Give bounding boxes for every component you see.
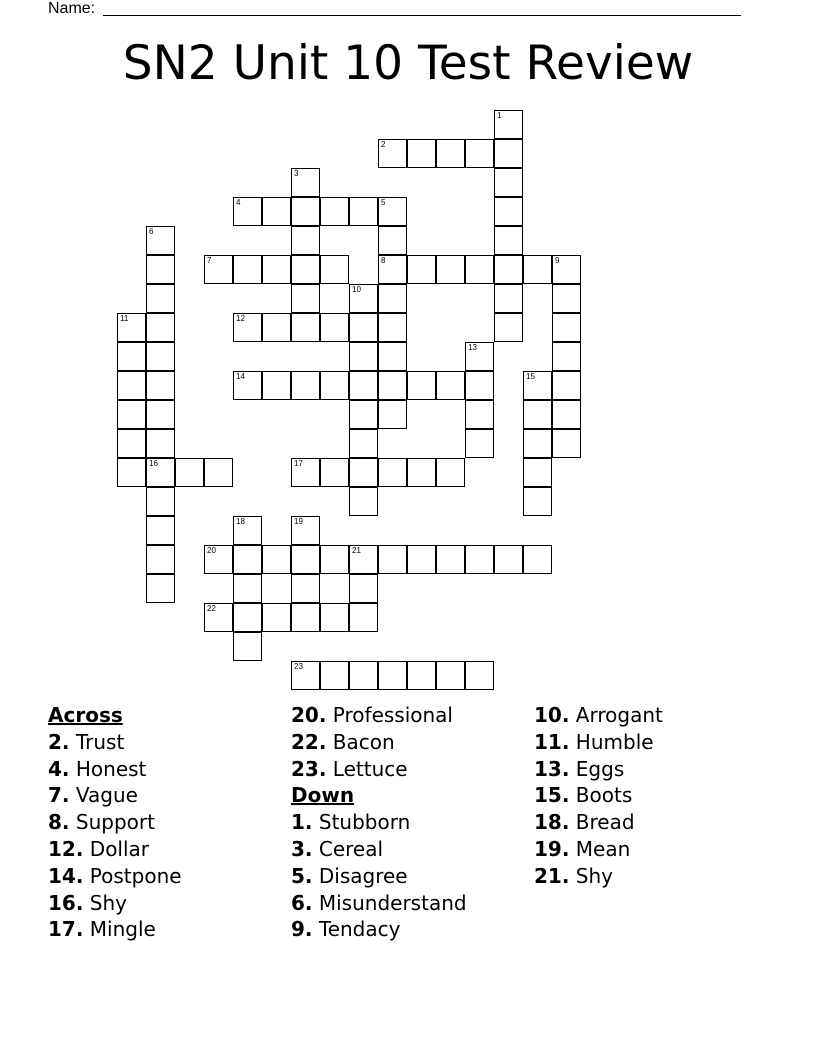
- crossword-cell[interactable]: [117, 342, 146, 371]
- clue-number-label: 19.: [534, 836, 570, 861]
- clue-number: 3: [294, 169, 299, 178]
- clue-text: Cereal: [312, 836, 384, 861]
- crossword-cell[interactable]: [494, 313, 523, 342]
- crossword-cell[interactable]: [436, 545, 465, 574]
- crossword-cell[interactable]: [552, 255, 581, 284]
- crossword-cell[interactable]: [117, 458, 146, 487]
- crossword-cell[interactable]: [233, 313, 262, 342]
- clue-item: [534, 836, 663, 863]
- clue-number: 4: [236, 198, 241, 207]
- clue-text: Honest: [69, 756, 147, 781]
- clue-item: [534, 782, 663, 809]
- clue-item: [48, 756, 182, 783]
- crossword-cell[interactable]: [349, 661, 378, 690]
- crossword-cell[interactable]: [204, 458, 233, 487]
- crossword-cell[interactable]: [146, 516, 175, 545]
- clue-number-label: 16.: [48, 890, 84, 915]
- crossword-cell[interactable]: [378, 545, 407, 574]
- clue-item: [534, 809, 663, 836]
- clue-item: [48, 809, 182, 836]
- clue-text: Mingle: [83, 917, 156, 942]
- clue-text: Bacon: [326, 729, 395, 754]
- crossword-cell[interactable]: [436, 139, 465, 168]
- clue-number: 7: [207, 256, 212, 265]
- crossword-cell[interactable]: [349, 458, 378, 487]
- crossword-cell[interactable]: [117, 371, 146, 400]
- clue-number: 19: [294, 517, 303, 526]
- crossword-cell[interactable]: [523, 400, 552, 429]
- crossword-cell[interactable]: [349, 284, 378, 313]
- clue-item: [291, 756, 467, 783]
- crossword-cell[interactable]: [320, 371, 349, 400]
- clue-text: Lettuce: [326, 756, 408, 781]
- crossword-cell[interactable]: [233, 632, 262, 661]
- crossword-cell[interactable]: [291, 574, 320, 603]
- crossword-cell[interactable]: [117, 313, 146, 342]
- crossword-cell[interactable]: [494, 545, 523, 574]
- crossword-cell[interactable]: [291, 226, 320, 255]
- crossword-cell[interactable]: [233, 516, 262, 545]
- crossword-cell[interactable]: [407, 458, 436, 487]
- crossword-cell[interactable]: [320, 458, 349, 487]
- clue-number-label: 23.: [291, 756, 327, 781]
- clue-item: [48, 916, 182, 943]
- crossword-cell[interactable]: [523, 458, 552, 487]
- down-heading: Down: [291, 783, 355, 808]
- clue-item: [48, 729, 182, 756]
- crossword-cell[interactable]: [378, 400, 407, 429]
- crossword-cell[interactable]: [349, 603, 378, 632]
- crossword-cell[interactable]: [523, 545, 552, 574]
- clue-number-label: 18.: [534, 810, 570, 835]
- crossword-cell[interactable]: [349, 313, 378, 342]
- crossword-cell[interactable]: [494, 197, 523, 226]
- crossword-cell[interactable]: [378, 255, 407, 284]
- clue-number-label: 2.: [48, 729, 70, 754]
- crossword-cell[interactable]: [494, 168, 523, 197]
- clue-number: 17: [294, 459, 303, 468]
- crossword-cell[interactable]: [436, 661, 465, 690]
- crossword-cell[interactable]: [378, 139, 407, 168]
- crossword-cell[interactable]: [494, 284, 523, 313]
- clues-column-2: [291, 702, 467, 943]
- clue-item: [291, 729, 467, 756]
- crossword-cell[interactable]: [378, 458, 407, 487]
- crossword-cell[interactable]: [552, 284, 581, 313]
- crossword-cell[interactable]: [117, 429, 146, 458]
- crossword-cell[interactable]: [349, 574, 378, 603]
- clue-item: [534, 729, 663, 756]
- crossword-cell[interactable]: [146, 255, 175, 284]
- crossword-cell[interactable]: [436, 458, 465, 487]
- crossword-cell[interactable]: [349, 197, 378, 226]
- crossword-cell[interactable]: [552, 400, 581, 429]
- crossword-cell[interactable]: [291, 168, 320, 197]
- crossword-cell[interactable]: [465, 545, 494, 574]
- crossword-cell[interactable]: [465, 139, 494, 168]
- clue-number-label: 21.: [534, 863, 570, 888]
- clue-item: [48, 863, 182, 890]
- clue-text: Tendacy: [312, 917, 401, 942]
- clue-text: Dollar: [83, 836, 150, 861]
- crossword-cell[interactable]: [349, 545, 378, 574]
- crossword-cell[interactable]: [523, 255, 552, 284]
- crossword-cell[interactable]: [146, 342, 175, 371]
- clue-text: Professional: [326, 703, 453, 727]
- crossword-cell[interactable]: [494, 110, 523, 139]
- clue-number: 8: [381, 256, 386, 265]
- clue-number-label: 3.: [291, 836, 313, 861]
- clue-text: Shy: [569, 863, 614, 888]
- clue-item: [291, 863, 467, 890]
- crossword-cell[interactable]: [349, 487, 378, 516]
- crossword-cell[interactable]: [349, 400, 378, 429]
- crossword-cell[interactable]: [320, 545, 349, 574]
- crossword-cell[interactable]: [378, 371, 407, 400]
- crossword-cell[interactable]: [465, 429, 494, 458]
- clue-number: 2: [381, 140, 386, 149]
- crossword-cell[interactable]: [146, 284, 175, 313]
- clue-number: 10: [352, 285, 361, 294]
- clue-number-label: 11.: [534, 729, 570, 754]
- clue-text: Humble: [569, 729, 654, 754]
- crossword-cell[interactable]: [262, 545, 291, 574]
- clue-number: 12: [236, 314, 245, 323]
- clues-column-1: [48, 702, 182, 943]
- clue-text: Eggs: [569, 756, 625, 781]
- across-heading: Across: [48, 703, 123, 727]
- clue-text: Postpone: [83, 863, 182, 888]
- crossword-cell[interactable]: [407, 139, 436, 168]
- crossword-cell[interactable]: [262, 603, 291, 632]
- crossword-cell[interactable]: [465, 342, 494, 371]
- crossword-cell[interactable]: [436, 255, 465, 284]
- clue-item: [48, 890, 182, 917]
- crossword-cell[interactable]: [291, 661, 320, 690]
- clue-item: [48, 782, 182, 809]
- clue-number: 20: [207, 546, 216, 555]
- crossword-cell[interactable]: [291, 255, 320, 284]
- crossword-cell[interactable]: [465, 400, 494, 429]
- crossword-cell[interactable]: [146, 574, 175, 603]
- crossword-cell[interactable]: [494, 226, 523, 255]
- clue-text: Arrogant: [569, 703, 663, 727]
- crossword-cell[interactable]: [262, 255, 291, 284]
- crossword-cell[interactable]: [436, 371, 465, 400]
- clue-number-label: 8.: [48, 810, 70, 835]
- clue-number: 23: [294, 662, 303, 671]
- clue-number-label: 12.: [48, 836, 84, 861]
- clue-item: [291, 836, 467, 863]
- crossword-cell[interactable]: [233, 574, 262, 603]
- clue-text: Misunderstand: [312, 890, 467, 915]
- clue-number: 21: [352, 546, 361, 555]
- crossword-cell[interactable]: [291, 284, 320, 313]
- crossword-cell[interactable]: [407, 661, 436, 690]
- crossword-cell[interactable]: [146, 429, 175, 458]
- clue-text: Stubborn: [312, 810, 411, 835]
- clue-item: [534, 756, 663, 783]
- crossword-cell[interactable]: [146, 487, 175, 516]
- crossword-cell[interactable]: [204, 603, 233, 632]
- clue-item: [534, 702, 663, 729]
- crossword-cell[interactable]: [146, 458, 175, 487]
- crossword-cell[interactable]: [291, 545, 320, 574]
- crossword-cell[interactable]: [552, 371, 581, 400]
- crossword-cell[interactable]: [291, 458, 320, 487]
- clue-item: [291, 890, 467, 917]
- crossword-cell[interactable]: [146, 371, 175, 400]
- clue-item: [291, 809, 467, 836]
- crossword-cell[interactable]: [494, 139, 523, 168]
- clue-number: 9: [555, 256, 560, 265]
- crossword-cell[interactable]: [291, 516, 320, 545]
- clue-number-label: 5.: [291, 863, 313, 888]
- crossword-cell[interactable]: [320, 661, 349, 690]
- crossword-cell[interactable]: [262, 371, 291, 400]
- crossword-cell[interactable]: [407, 545, 436, 574]
- crossword-cell[interactable]: [523, 371, 552, 400]
- clue-number: 14: [236, 372, 245, 381]
- crossword-cell[interactable]: [378, 226, 407, 255]
- clue-text: Shy: [83, 890, 128, 915]
- crossword-cell[interactable]: [262, 313, 291, 342]
- clue-item: [534, 863, 663, 890]
- crossword-cell[interactable]: [320, 603, 349, 632]
- clue-number: 6: [149, 227, 154, 236]
- clue-number: 15: [526, 372, 535, 381]
- clue-item: [48, 836, 182, 863]
- page-title: SN2 Unit 10 Test Review: [122, 36, 694, 91]
- crossword-cell[interactable]: [146, 226, 175, 255]
- crossword-cell[interactable]: [378, 342, 407, 371]
- clue-number-label: 1.: [291, 810, 313, 835]
- crossword-cell[interactable]: [262, 197, 291, 226]
- crossword-cell[interactable]: [204, 255, 233, 284]
- crossword-cell[interactable]: [175, 458, 204, 487]
- clue-text: Support: [69, 810, 155, 835]
- clue-number-label: 10.: [534, 703, 570, 727]
- clue-text: Mean: [569, 836, 631, 861]
- crossword-cell[interactable]: [204, 545, 233, 574]
- crossword-cell[interactable]: [233, 545, 262, 574]
- crossword-cell[interactable]: [291, 371, 320, 400]
- clue-text: Disagree: [312, 863, 408, 888]
- crossword-cell[interactable]: [552, 342, 581, 371]
- crossword-cell[interactable]: [233, 371, 262, 400]
- crossword-cell[interactable]: [378, 661, 407, 690]
- crossword-cell[interactable]: [523, 429, 552, 458]
- clue-number-label: 14.: [48, 863, 84, 888]
- clue-number-label: 17.: [48, 917, 84, 942]
- crossword-cell[interactable]: [465, 255, 494, 284]
- clue-number: 5: [381, 198, 386, 207]
- crossword-cell[interactable]: [378, 313, 407, 342]
- clues-column-3: [534, 702, 663, 890]
- crossword-cell[interactable]: [465, 371, 494, 400]
- clue-number: 16: [149, 459, 158, 468]
- crossword-cell[interactable]: [407, 371, 436, 400]
- clue-number: 18: [236, 517, 245, 526]
- crossword-cell[interactable]: [552, 313, 581, 342]
- crossword-cell[interactable]: [407, 255, 436, 284]
- crossword-cell[interactable]: [146, 545, 175, 574]
- clue-number: 1: [497, 111, 502, 120]
- clue-number-label: 7.: [48, 783, 70, 808]
- crossword-cell[interactable]: [233, 603, 262, 632]
- crossword-cell[interactable]: [349, 371, 378, 400]
- clue-text: Bread: [569, 810, 635, 835]
- crossword-cell[interactable]: [320, 197, 349, 226]
- clue-number-label: 13.: [534, 756, 570, 781]
- crossword-cell[interactable]: [117, 400, 146, 429]
- crossword-cell[interactable]: [146, 313, 175, 342]
- crossword-cell[interactable]: [523, 487, 552, 516]
- clue-number-label: 20.: [291, 703, 327, 727]
- crossword-cell[interactable]: [320, 255, 349, 284]
- clue-text: Trust: [69, 729, 125, 754]
- name-label: Name:: [48, 0, 96, 17]
- crossword-cell[interactable]: [146, 400, 175, 429]
- crossword-cell[interactable]: [291, 313, 320, 342]
- crossword-cell[interactable]: [320, 313, 349, 342]
- clue-number-label: 15.: [534, 783, 570, 808]
- clue-number-label: 6.: [291, 890, 313, 915]
- clue-number-label: 9.: [291, 917, 313, 942]
- crossword-cell[interactable]: [552, 429, 581, 458]
- clue-item: [291, 702, 467, 729]
- clue-number: 11: [120, 314, 129, 323]
- crossword-cell[interactable]: [349, 342, 378, 371]
- clue-number: 13: [468, 343, 477, 352]
- clue-item: [291, 916, 467, 943]
- crossword-cell[interactable]: [291, 603, 320, 632]
- clue-number: 22: [207, 604, 216, 613]
- crossword-cell[interactable]: [378, 284, 407, 313]
- clue-number-label: 22.: [291, 729, 327, 754]
- crossword-cell[interactable]: [494, 255, 523, 284]
- clue-number-label: 4.: [48, 756, 70, 781]
- crossword-cell[interactable]: [291, 197, 320, 226]
- crossword-cell[interactable]: [465, 661, 494, 690]
- crossword-cell[interactable]: [349, 429, 378, 458]
- crossword-cell[interactable]: [233, 197, 262, 226]
- clue-text: Vague: [69, 783, 138, 808]
- clue-text: Boots: [569, 783, 633, 808]
- crossword-cell[interactable]: [233, 255, 262, 284]
- crossword-cell[interactable]: [378, 197, 407, 226]
